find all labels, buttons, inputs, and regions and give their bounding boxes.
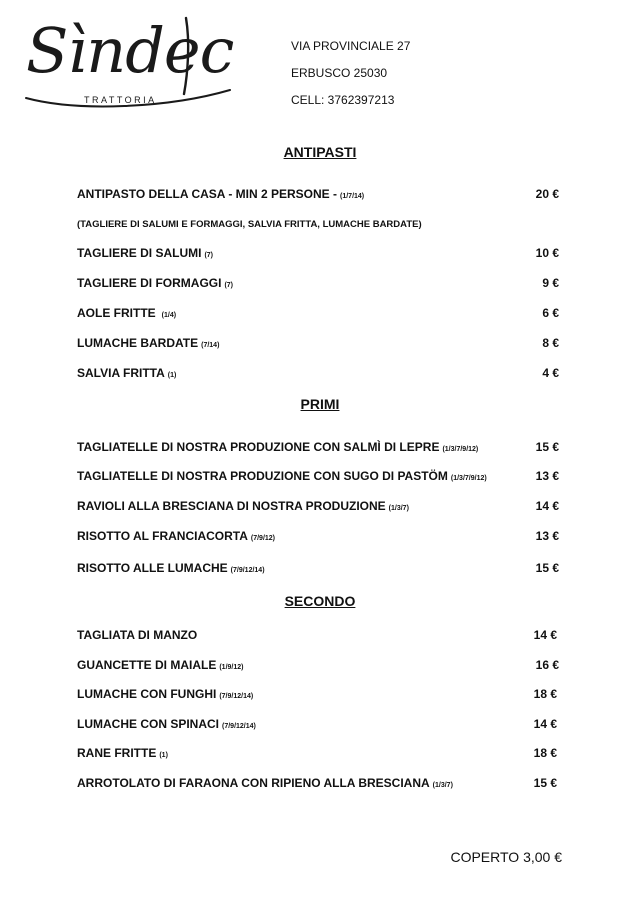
menu-item: [77, 336, 559, 350]
allergen-code: (7/9/12/14): [219, 693, 254, 700]
menu-item-name: LUMACHE CON SPINACI: [77, 717, 220, 731]
allergen-code: (7/14): [201, 342, 220, 349]
menu-item-name: TAGLIATELLE DI NOSTRA PRODUZIONE CON SUGO DI PASTÖM: [77, 469, 448, 483]
menu-item: [77, 306, 559, 320]
menu-item-price: 8 €: [542, 336, 559, 350]
menu-item-price: 14 €: [533, 717, 557, 731]
menu-item-name: LUMACHE BARDATE: [77, 336, 199, 350]
menu-item-name-wrap: [77, 529, 275, 543]
menu-item-price: 9 €: [542, 276, 559, 290]
menu-item-name-wrap: [77, 246, 213, 260]
menu-item-name-wrap: [77, 276, 233, 290]
allergen-code: (7): [204, 252, 214, 259]
menu-item-price: 18 €: [533, 687, 557, 701]
menu-item-name: SALVIA FRITTA: [77, 366, 165, 380]
menu-item: [77, 628, 559, 642]
menu-item-name: TAGLIATA DI MANZO: [77, 628, 198, 642]
menu-item-name-wrap: [77, 366, 176, 380]
cover-charge: COPERTO 3,00 €: [450, 849, 562, 865]
menu-item-price: 20 €: [535, 187, 559, 201]
section-title-primi: PRIMI: [300, 396, 340, 412]
menu-item-name-wrap: [77, 499, 409, 513]
allergen-code: (1/7/14): [340, 193, 365, 200]
menu-item: [77, 687, 559, 701]
menu-item-price: 4 €: [542, 366, 559, 380]
menu-item: [77, 276, 559, 290]
address-phone: CELL: 3762397213: [291, 93, 395, 107]
menu-item-name-wrap: [77, 469, 487, 483]
allergen-code: (1/3/7/9/12): [450, 475, 487, 482]
menu-item: [77, 746, 559, 760]
menu-item: [77, 440, 559, 454]
allergen-code: (7/9/12/14): [222, 723, 256, 730]
allergen-code: (1/3/7): [432, 782, 453, 789]
menu-item-price: 13 €: [535, 469, 559, 483]
menu-item-name: RAVIOLI ALLA BRESCIANA DI NOSTRA PRODUZIONE: [77, 499, 386, 513]
menu-item-price: 18 €: [533, 746, 557, 760]
menu-item-price: 15 €: [533, 776, 557, 790]
logo-subtitle: TRATTORIA: [84, 95, 157, 105]
menu-item: [77, 776, 559, 790]
menu-item-price: 14 €: [535, 499, 559, 513]
allergen-code: (1/3/7): [388, 505, 409, 512]
menu-item-name-wrap: [77, 187, 364, 201]
allergen-code: (1/3/7/9/12): [442, 446, 479, 453]
menu-item-name-wrap: [77, 776, 453, 790]
menu-item-price: 6 €: [542, 306, 559, 320]
address-city: ERBUSCO 25030: [291, 66, 388, 80]
menu-item-name: AOLE FRITTE: [77, 306, 156, 320]
menu-item-price: 14 €: [533, 628, 557, 642]
address-block: [291, 38, 410, 119]
allergen-code: (1): [167, 372, 177, 379]
menu-item: [77, 187, 559, 201]
menu-item: [77, 246, 559, 260]
menu-item-name-wrap: [77, 717, 256, 731]
menu-item: [77, 469, 559, 483]
logo-swash-icon: [18, 12, 238, 108]
antipasto-description: (TAGLIERE DI SALUMI E FORMAGGI, SALVIA FRITTA, LUMACHE BARDATE): [77, 219, 422, 230]
menu-item-name: RANE FRITTE: [77, 746, 157, 760]
menu-item-name: TAGLIERE DI FORMAGGI: [77, 276, 222, 290]
menu-item-name-wrap: [77, 336, 219, 350]
logo-wordmark: Sìndec: [26, 14, 234, 87]
menu-item-price: 13 €: [535, 529, 559, 543]
menu-item-name: GUANCETTE DI MAIALE: [77, 658, 217, 672]
allergen-code: (1): [159, 752, 168, 759]
menu-item-name: ANTIPASTO DELLA CASA - MIN 2 PERSONE -: [77, 187, 338, 201]
menu-item-name-wrap: [77, 440, 478, 454]
menu-item-name: TAGLIATELLE DI NOSTRA PRODUZIONE CON SALMÌ DI LEPRE: [77, 440, 440, 454]
menu-item-name-wrap: [77, 746, 168, 760]
menu-item-name: RISOTTO ALLE LUMACHE: [77, 561, 228, 575]
menu-item: [77, 529, 559, 543]
menu-item: [77, 499, 559, 513]
menu-item: [77, 658, 559, 672]
menu-item-price: 10 €: [535, 246, 559, 260]
menu-item: [77, 561, 559, 575]
menu-item-name: TAGLIERE DI SALUMI: [77, 246, 202, 260]
allergen-code: (1/4): [161, 312, 177, 319]
menu-item: [77, 717, 559, 731]
menu-item-price: 15 €: [535, 561, 559, 575]
allergen-code: (7): [224, 282, 234, 289]
address-street: VIA PROVINCIALE 27: [291, 39, 411, 53]
section-title-secondo: SECONDO: [284, 593, 356, 609]
allergen-code: (7/9/12/14): [230, 567, 265, 574]
menu-item-price: 15 €: [535, 440, 559, 454]
menu-item-name-wrap: [77, 561, 265, 575]
menu-item-name-wrap: [77, 687, 253, 701]
menu-item-name: LUMACHE CON FUNGHI: [77, 687, 217, 701]
menu-item-name-wrap: [77, 306, 176, 320]
menu-item-name: RISOTTO AL FRANCIACORTA: [77, 529, 248, 543]
menu-item-price: 16 €: [535, 658, 559, 672]
menu-item-name: ARROTOLATO DI FARAONA CON RIPIENO ALLA BRESCIANA: [77, 776, 430, 790]
menu-item: [77, 366, 559, 380]
menu-item-name-wrap: [77, 658, 243, 672]
restaurant-logo: [18, 12, 238, 108]
section-title-antipasti: ANTIPASTI: [283, 144, 357, 160]
allergen-code: (7/9/12): [250, 535, 276, 542]
allergen-code: (1/9/12): [219, 664, 244, 671]
menu-item-name-wrap: [77, 628, 197, 642]
